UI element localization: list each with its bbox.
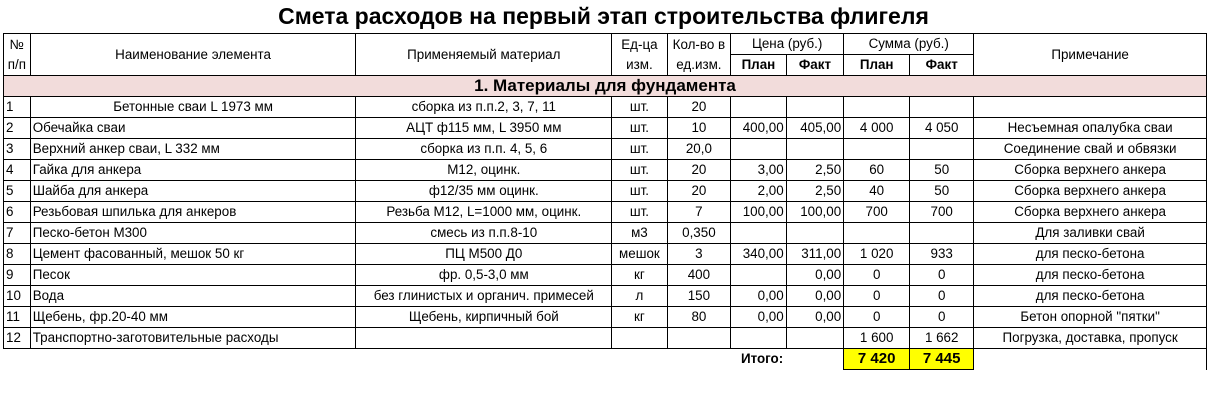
row-sum-plan: 700 [844,202,910,223]
row-sum-plan: 1 020 [844,244,910,265]
sheet-title: Смета расходов на первый этап строительства флигеля [278,3,929,29]
row-sum-plan [844,97,910,118]
section-row [4,76,1207,97]
row-name: Щебень, фр.20-40 мм [30,307,356,328]
row-qty: 3 [667,244,730,265]
row-note: для песко-бетона [974,286,1207,307]
row-qty: 0,350 [667,223,730,244]
row-price-plan: 340,00 [731,244,787,265]
total-sum-plan: 7 420 [844,349,910,370]
row-num: 4 [4,160,31,181]
total-row [4,349,1207,370]
row-price-plan: 3,00 [731,160,787,181]
row-sum-plan: 0 [844,265,910,286]
row-unit: шт. [612,118,668,139]
row-num: 10 [4,286,31,307]
row-sum-fact [910,139,974,160]
row-sum-fact: 0 [910,265,974,286]
row-num: 11 [4,307,31,328]
row-price-fact [786,139,844,160]
row-unit: л [612,286,668,307]
table-row [4,118,1207,139]
row-note: для песко-бетона [974,265,1207,286]
header-price-plan: План [731,55,787,76]
table-row [4,202,1207,223]
row-sum-fact: 1 662 [910,328,974,349]
row-note: Сборка верхнего анкера [974,202,1207,223]
row-name: Шайба для анкера [30,181,356,202]
row-unit: шт. [612,160,668,181]
row-num: 2 [4,118,31,139]
row-material: сборка из п.п. 4, 5, 6 [356,139,612,160]
header-sum-plan: План [844,55,910,76]
row-qty: 7 [667,202,730,223]
row-qty: 150 [667,286,730,307]
row-name: Обечайка сваи [30,118,356,139]
row-unit [612,328,668,349]
row-sum-plan: 4 000 [844,118,910,139]
row-sum-fact [910,97,974,118]
table-row [4,328,1207,349]
row-qty: 20 [667,181,730,202]
row-price-fact: 311,00 [786,244,844,265]
estimate-table [3,33,1207,370]
row-note: Для заливки свай [974,223,1207,244]
row-unit: шт. [612,97,668,118]
header-num: № п/п [4,34,31,76]
row-price-fact [786,223,844,244]
row-note: Погрузка, доставка, пропуск [974,328,1207,349]
row-qty: 80 [667,307,730,328]
row-price-fact: 100,00 [786,202,844,223]
row-unit: шт. [612,202,668,223]
row-sum-plan [844,139,910,160]
row-price-plan [731,223,787,244]
row-price-plan [731,265,787,286]
row-qty: 20,0 [667,139,730,160]
row-num: 6 [4,202,31,223]
row-qty [667,328,730,349]
row-material: АЦТ ф115 мм, L 3950 мм [356,118,612,139]
row-material: без глинистых и органич. примесей [356,286,612,307]
row-material: Щебень, кирпичный бой [356,307,612,328]
row-sum-fact [910,223,974,244]
row-num: 1 [4,97,31,118]
row-price-fact [786,97,844,118]
row-unit: шт. [612,139,668,160]
row-num: 9 [4,265,31,286]
row-note: для песко-бетона [974,244,1207,265]
row-price-fact: 2,50 [786,160,844,181]
row-price-plan: 0,00 [731,307,787,328]
row-sum-fact: 4 050 [910,118,974,139]
row-price-plan [731,97,787,118]
row-sum-plan [844,223,910,244]
row-sum-plan: 60 [844,160,910,181]
row-price-plan: 100,00 [731,202,787,223]
section-title: 1. Материалы для фундамента [4,76,1207,97]
row-name: Бетонные сваи L 1973 мм [30,97,356,118]
header-price-fact: Факт [786,55,844,76]
table-row [4,244,1207,265]
row-sum-fact: 0 [910,307,974,328]
row-price-plan: 0,00 [731,286,787,307]
table-row [4,223,1207,244]
header-note: Примечание [974,34,1207,76]
row-name: Транспортно-заготовительные расходы [30,328,356,349]
row-qty: 400 [667,265,730,286]
row-num: 8 [4,244,31,265]
table-row [4,181,1207,202]
row-sum-plan: 0 [844,286,910,307]
row-price-plan [731,328,787,349]
row-note: Бетон опорной "пятки" [974,307,1207,328]
row-name: Песок [30,265,356,286]
total-label: Итого: [356,349,844,370]
table-body [4,97,1207,349]
row-num: 3 [4,139,31,160]
row-note [974,97,1207,118]
row-price-fact [786,328,844,349]
row-sum-fact: 50 [910,160,974,181]
row-name: Резьбовая шпилька для анкеров [30,202,356,223]
row-price-fact: 0,00 [786,265,844,286]
row-material: М12, оцинк. [356,160,612,181]
row-note: Сборка верхнего анкера [974,160,1207,181]
row-material: ПЦ М500 Д0 [356,244,612,265]
row-sum-fact: 933 [910,244,974,265]
row-qty: 20 [667,160,730,181]
row-unit: м3 [612,223,668,244]
row-material: смесь из п.п.8-10 [356,223,612,244]
row-num: 7 [4,223,31,244]
row-price-fact: 0,00 [786,307,844,328]
row-material: ф12/35 мм оцинк. [356,181,612,202]
row-name: Гайка для анкера [30,160,356,181]
header-material: Применяемый материал [356,34,612,76]
row-price-fact: 405,00 [786,118,844,139]
header-qty: Кол-во в ед.изм. [667,34,730,76]
row-num: 12 [4,328,31,349]
row-price-fact: 2,50 [786,181,844,202]
row-material: фр. 0,5-3,0 мм [356,265,612,286]
row-sum-plan: 1 600 [844,328,910,349]
table-row [4,286,1207,307]
row-unit: шт. [612,181,668,202]
row-name: Цемент фасованный, мешок 50 кг [30,244,356,265]
row-qty: 10 [667,118,730,139]
header-sum: Сумма (руб.) [844,34,974,55]
row-note: Соединение свай и обвязки [974,139,1207,160]
table-row [4,307,1207,328]
header-row [4,34,1207,55]
row-price-plan: 400,00 [731,118,787,139]
table-row [4,139,1207,160]
row-name: Верхний анкер сваи, L 332 мм [30,139,356,160]
row-unit: кг [612,307,668,328]
row-material: Резьба М12, L=1000 мм, оцинк. [356,202,612,223]
row-price-plan: 2,00 [731,181,787,202]
row-qty: 20 [667,97,730,118]
row-sum-fact: 50 [910,181,974,202]
row-note: Несъемная опалубка сваи [974,118,1207,139]
row-material: сборка из п.п.2, 3, 7, 11 [356,97,612,118]
row-unit: мешок [612,244,668,265]
row-material [356,328,612,349]
table-row [4,265,1207,286]
header-unit: Ед-ца изм. [612,34,668,76]
row-num: 5 [4,181,31,202]
row-price-plan [731,139,787,160]
row-sum-plan: 0 [844,307,910,328]
row-note: Сборка верхнего анкера [974,181,1207,202]
row-sum-fact: 0 [910,286,974,307]
header-name: Наименование элемента [30,34,356,76]
table-row [4,97,1207,118]
header-sum-fact: Факт [910,55,974,76]
row-price-fact: 0,00 [786,286,844,307]
row-name: Песко-бетон М300 [30,223,356,244]
table-row [4,160,1207,181]
row-unit: кг [612,265,668,286]
row-sum-plan: 40 [844,181,910,202]
row-sum-fact: 700 [910,202,974,223]
row-name: Вода [30,286,356,307]
total-sum-fact: 7 445 [910,349,974,370]
header-price: Цена (руб.) [731,34,844,55]
